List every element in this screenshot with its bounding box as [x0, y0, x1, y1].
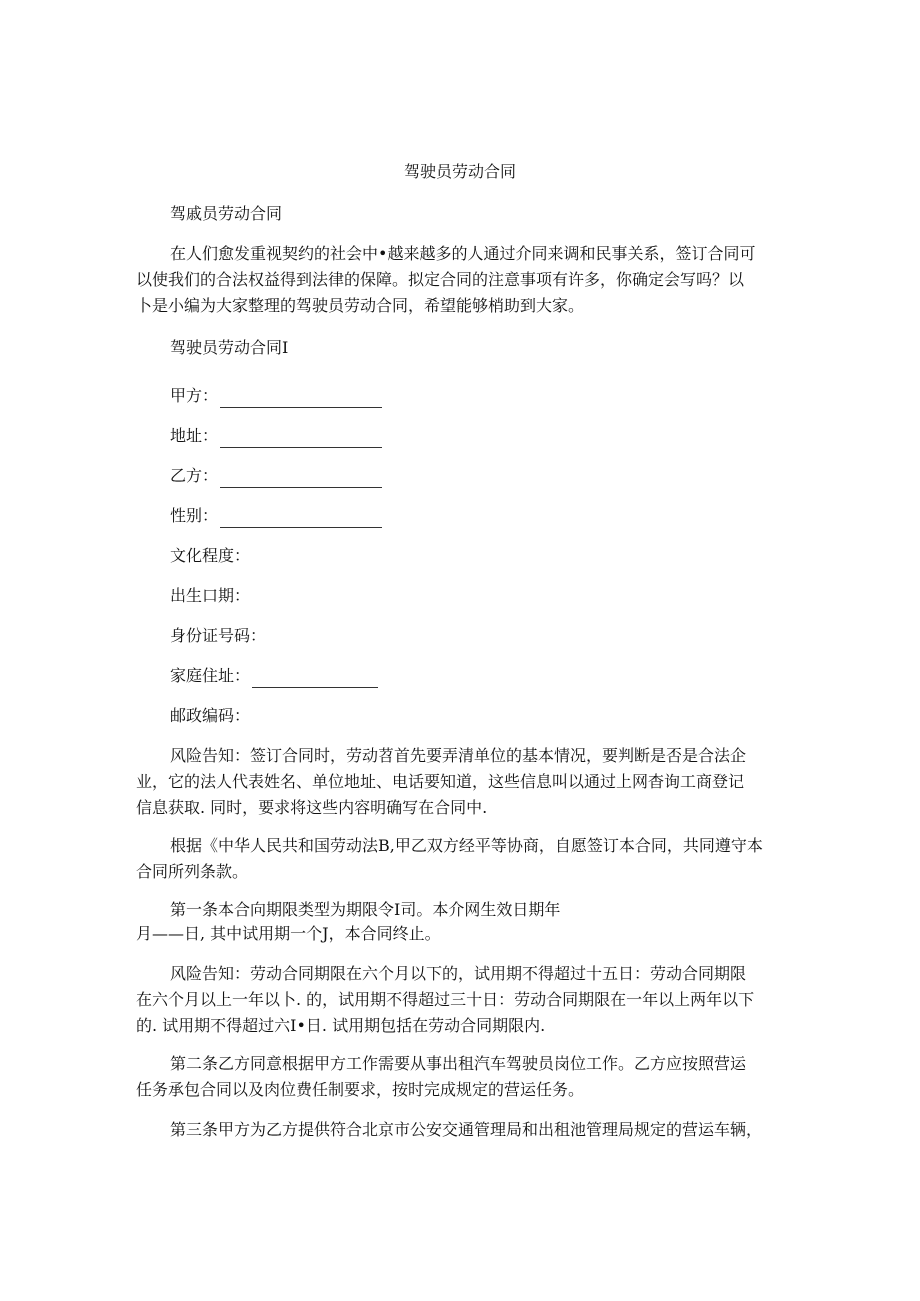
- field-label: 地址：: [170, 426, 219, 445]
- field-label: 甲方：: [170, 386, 219, 405]
- field-label: 邮政编码：: [170, 706, 251, 725]
- blank-line: [220, 391, 382, 408]
- field-label: 出生口期：: [170, 586, 251, 605]
- field-address: [136, 424, 788, 448]
- blank-line: [252, 671, 378, 688]
- article-2-line: 任务承包合同以及肉位费任制要求，按时完成规定的营运任务。: [136, 1080, 585, 1099]
- field-home-address: [136, 664, 788, 688]
- article-1-line: 月——日, 其中试用期一个J，本合同终止。: [136, 924, 441, 943]
- field-education: [136, 544, 788, 568]
- document-title: 驾驶员劳动合同: [403, 162, 516, 181]
- contract-heading: 驾驶员劳动合同I: [170, 338, 289, 357]
- article-1-line: 第一条本合向期限类型为期限令I司。本介网生效日期年: [170, 900, 561, 919]
- field-postal-code: [136, 704, 788, 728]
- field-label: 乙方：: [170, 466, 219, 485]
- field-birth-date: [136, 584, 788, 608]
- risk-notice-line: 信息获取. 同时，要求将这些内容明确写在合同中.: [136, 798, 488, 817]
- blank-line: [220, 471, 382, 488]
- risk-notice-line: 风险告知：劳动合同期限在六个月以下的，试用期不得超过十五日：劳动合同期限: [170, 964, 747, 983]
- risk-notice-line: 在六个月以上一年以卜. 的，试用期不得超过三十日：劳动合同期限在一年以上两年以下: [136, 990, 755, 1009]
- field-label: 性别：: [170, 506, 219, 525]
- article-3-line: 第三条甲方为乙方提供符合北京市公安交通管理局和出租池管理局规定的营运车辆，: [170, 1120, 763, 1139]
- blank-line: [220, 431, 382, 448]
- field-party-a: [136, 384, 788, 408]
- field-label: 文化程度：: [170, 546, 251, 565]
- risk-notice-line: 的. 试用期不得超过六I•日. 试用期包括在劳动合同期限内.: [136, 1016, 546, 1035]
- field-label: 家庭住址：: [170, 666, 251, 685]
- field-label: 身份证号码：: [170, 626, 267, 645]
- field-gender: [136, 504, 788, 528]
- basis-line: 合同所列条款。: [136, 862, 249, 881]
- risk-notice-line: 风险告知：签订合同时，劳动苕首先要弄清单位的基本情况，要判断是否是合法企: [170, 746, 747, 765]
- intro-line: 卜是小编为大家整理的驾驶员劳动合同，希望能够梢助到大家。: [136, 296, 585, 315]
- field-id-number: [136, 624, 788, 648]
- article-2-line: 第二条乙方同意根据甲方工作需要从事出租汽车驾驶员岗位工作。乙方应按照营运: [170, 1054, 747, 1073]
- intro-line: 在人们愈发重视契约的社会中•越来越多的人通过介同来调和民事关系，签订合同可: [170, 244, 756, 263]
- basis-line: 根据《中华人民共和国劳动法B,甲乙双方经平等协商，自愿签订本合同，共同遵守本: [170, 836, 763, 855]
- risk-notice-line: 业，它的法人代表姓名、单位地址、电话要知道，这些信息叫以通过上网杳询工商登记: [136, 772, 745, 791]
- document-subtitle: 驾戚员劳动合同: [170, 204, 283, 223]
- field-party-b: [136, 464, 788, 488]
- blank-line: [220, 511, 382, 528]
- intro-line: 以使我们的合法权益得到法律的保障。拟定合同的注意事项有许多，你确定会写吗？以: [136, 270, 745, 289]
